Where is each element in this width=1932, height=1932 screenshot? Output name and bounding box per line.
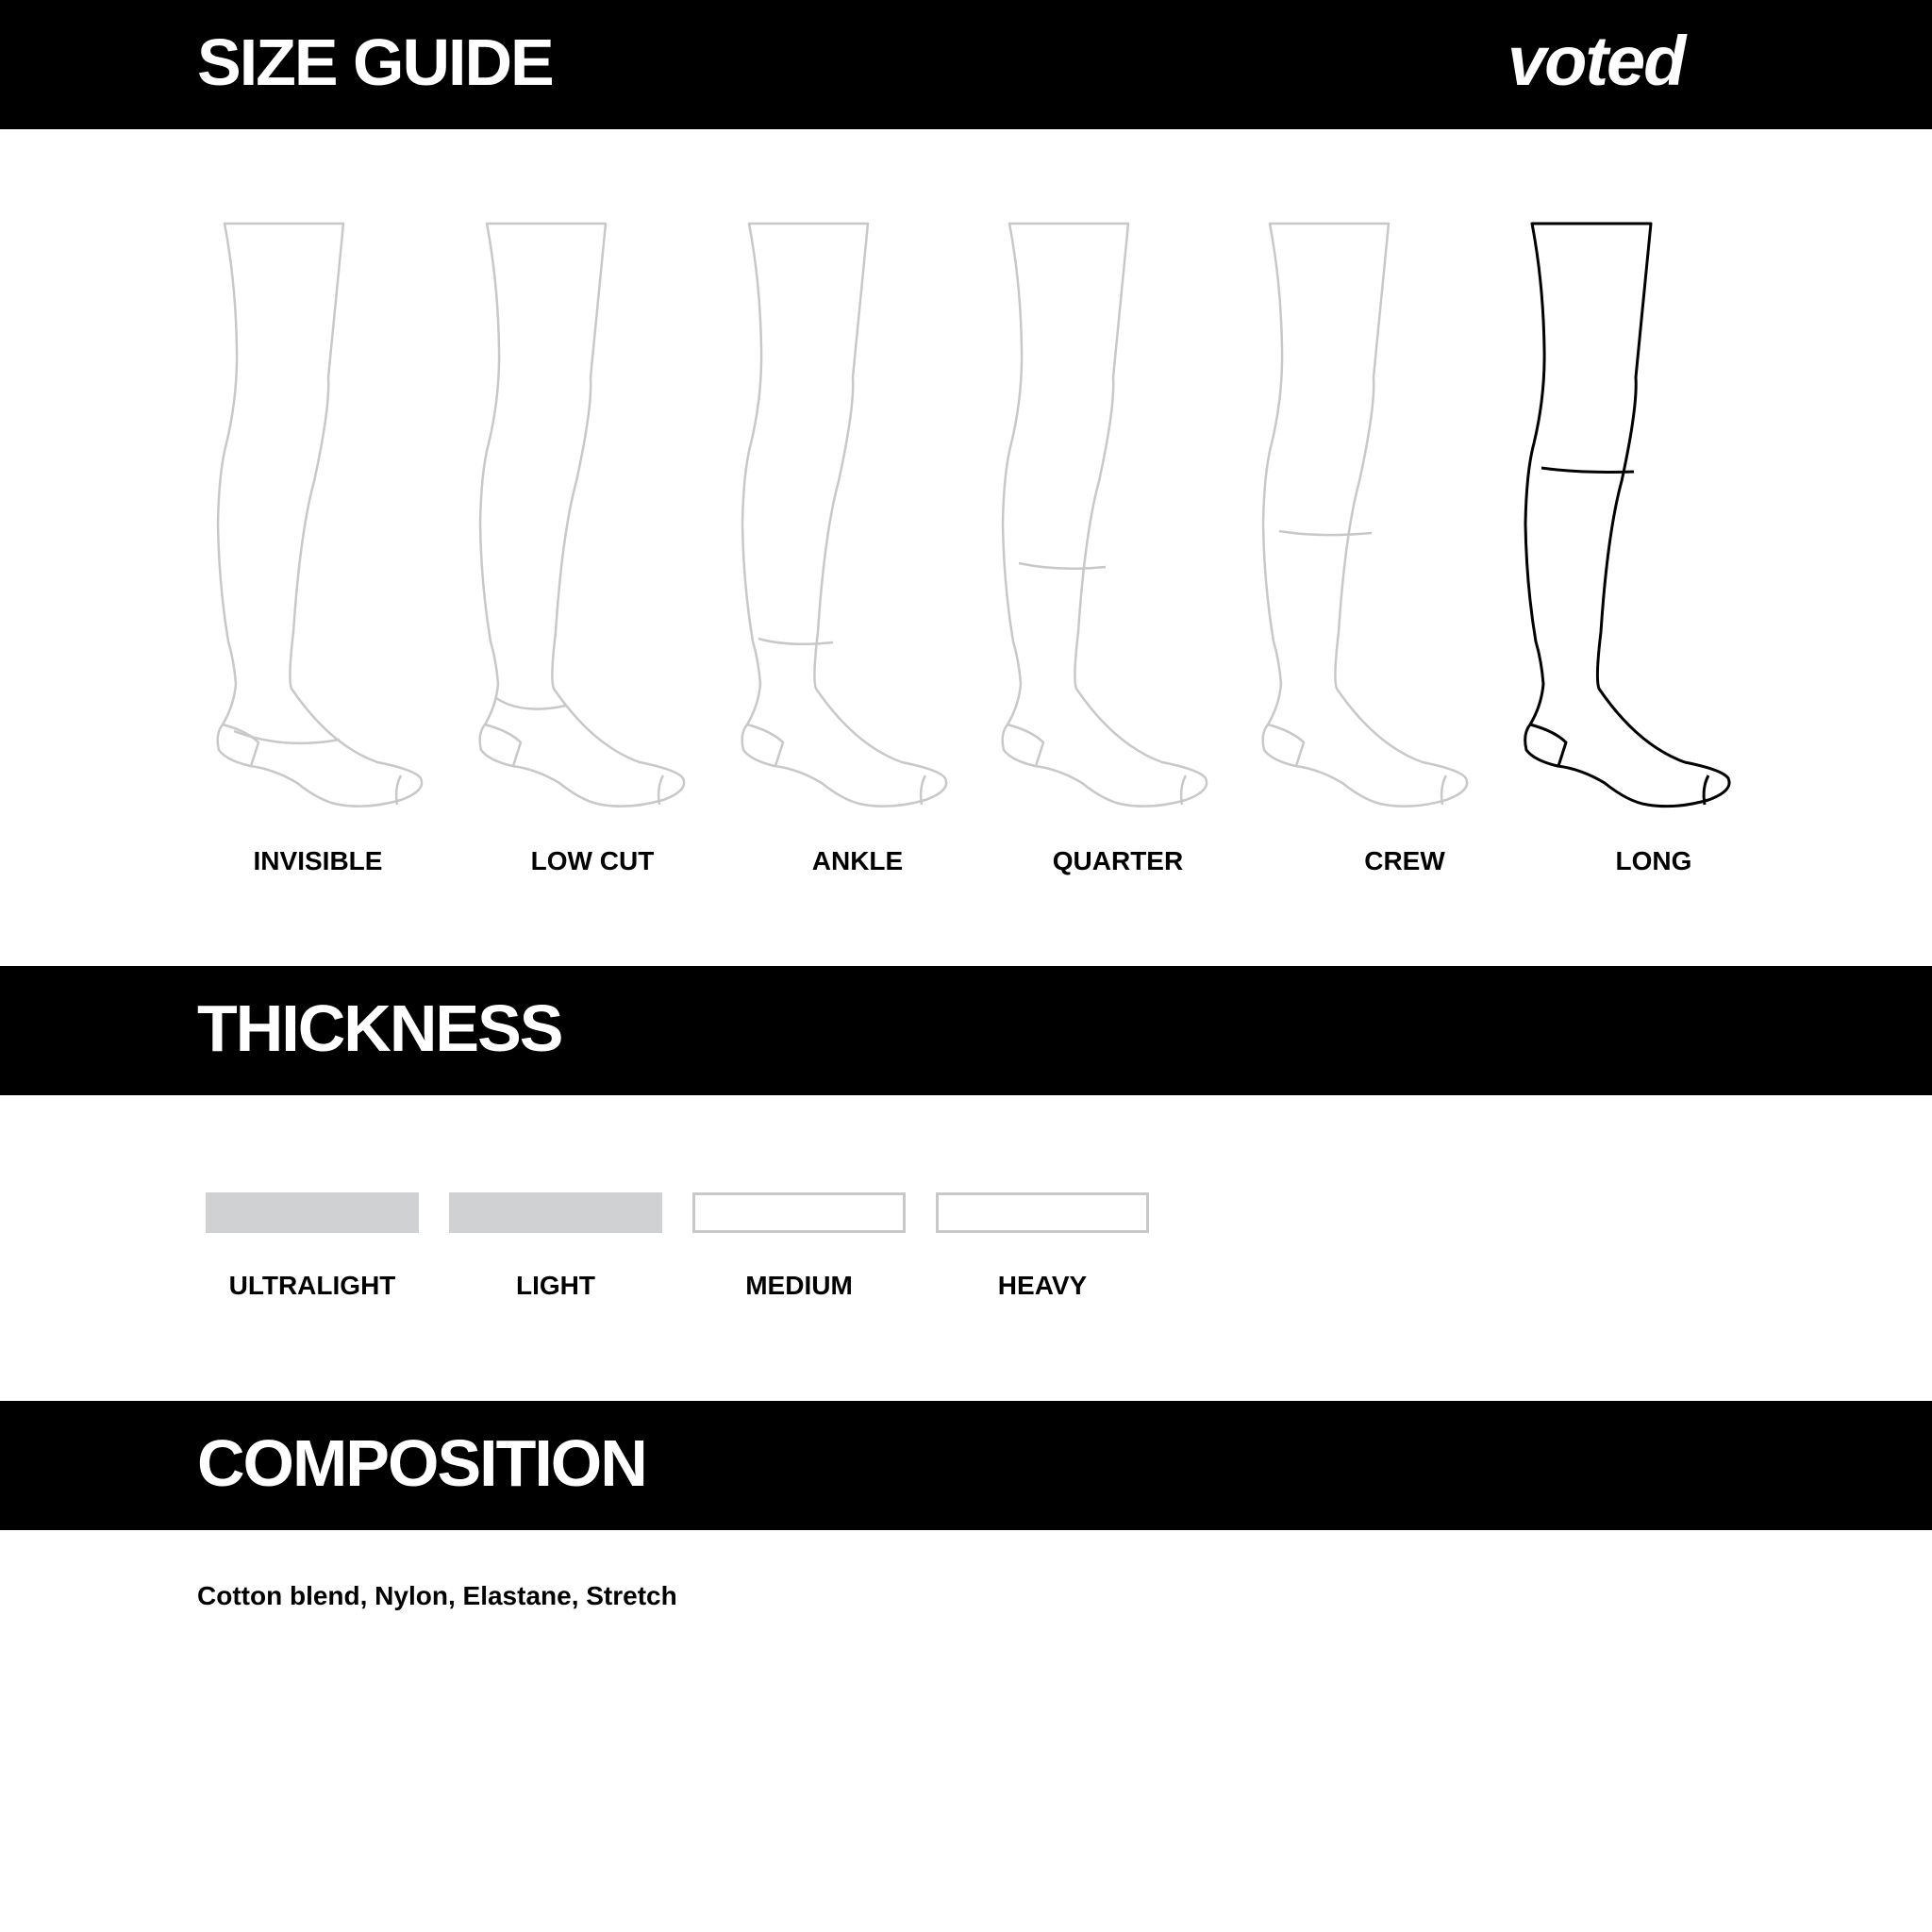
sock-invisible-icon xyxy=(218,224,422,807)
thickness-header xyxy=(0,966,1932,1095)
composition-title: COMPOSITION xyxy=(197,1426,646,1500)
sock-length-illustrations xyxy=(0,129,1932,966)
composition-header xyxy=(0,1401,1932,1530)
thickness-title: THICKNESS xyxy=(197,991,562,1065)
size-guide-title: SIZE GUIDE xyxy=(197,25,553,99)
thickness-label-ultralight: ULTRALIGHT xyxy=(228,1271,396,1300)
sock-outline xyxy=(1525,224,1729,807)
sock-outline xyxy=(742,224,946,807)
sock-outline xyxy=(1263,224,1467,807)
thickness-label-medium: MEDIUM xyxy=(745,1271,853,1300)
size-guide-header xyxy=(0,0,1932,129)
sock-label-crew: CREW xyxy=(1364,846,1445,875)
sock-outline xyxy=(1003,224,1207,807)
thickness-bar-ultralight xyxy=(206,1192,419,1233)
composition-text: Cotton blend, Nylon, Elastane, Stretch xyxy=(197,1581,677,1610)
sock-label-ankle: ANKLE xyxy=(811,846,904,875)
sock-label-lowcut: LOW CUT xyxy=(530,846,655,875)
thickness-bar-medium xyxy=(692,1192,906,1233)
sock-label-invisible: INVISIBLE xyxy=(253,846,383,875)
sock-lowcut-icon xyxy=(480,224,684,807)
brand-logo: voted xyxy=(1507,22,1685,100)
thickness-bar-light xyxy=(449,1192,662,1233)
sock-label-quarter: QUARTER xyxy=(1052,846,1184,875)
sock-outline xyxy=(218,224,422,807)
sock-crew-icon xyxy=(1263,224,1467,807)
sock-label-long: LONG xyxy=(1615,846,1692,875)
thickness-label-heavy: HEAVY xyxy=(997,1271,1088,1300)
sock-outline xyxy=(480,224,684,807)
sock-ankle-icon xyxy=(742,224,946,807)
thickness-label-light: LIGHT xyxy=(516,1271,595,1300)
sock-long-icon xyxy=(1525,224,1729,807)
thickness-bar-heavy xyxy=(936,1192,1149,1233)
sock-quarter-icon xyxy=(1003,224,1207,807)
